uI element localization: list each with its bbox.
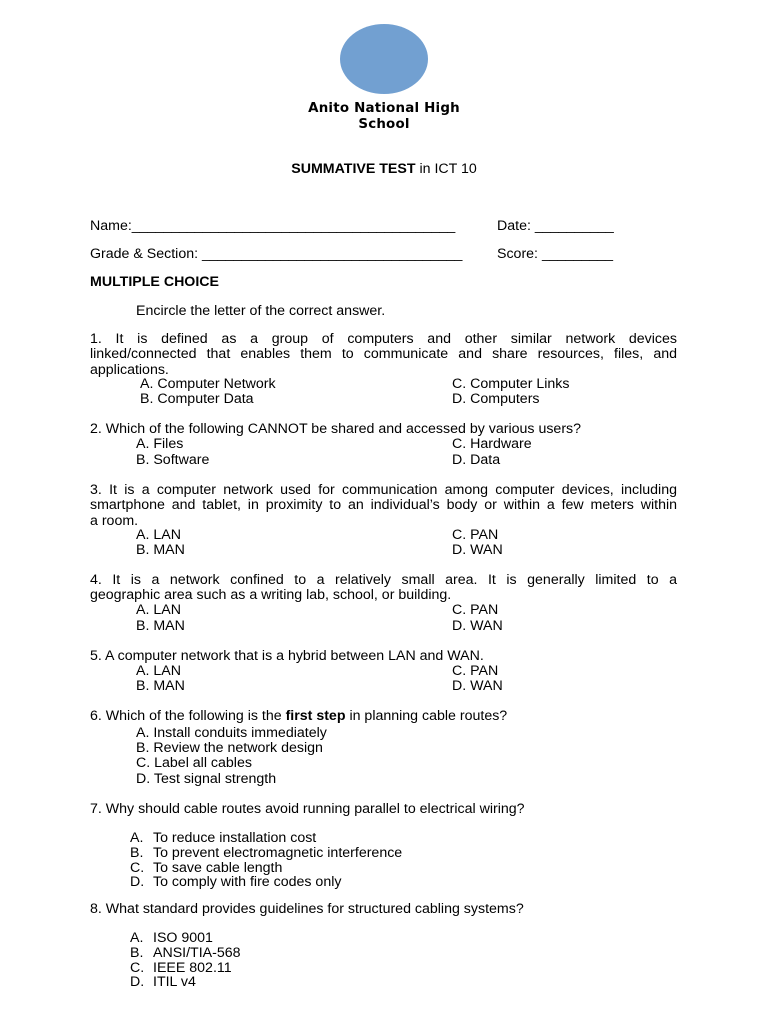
option-letter: B.	[130, 944, 144, 961]
option-d[interactable]: D. WAN	[452, 678, 503, 694]
option-b[interactable]: B. MAN	[136, 618, 185, 634]
question-4	[90, 573, 677, 604]
question-text-line: 8. What standard provides guidelines for structured cabling systems?	[90, 901, 524, 917]
option-letter: C.	[130, 959, 145, 976]
option-letter: C.	[130, 859, 145, 876]
option-a[interactable]: A. Computer Network	[140, 376, 276, 392]
question-3	[90, 483, 677, 529]
option-letter: B.	[130, 844, 144, 861]
score-field: Score: _________	[497, 246, 613, 262]
question-text-line: 2. Which of the following CANNOT be shared and accessed by various users?	[90, 421, 582, 437]
school-logo	[340, 24, 428, 94]
option-b[interactable]: B. MAN	[136, 678, 185, 694]
question-text-line: geographic area such as a writing lab, school, or building.	[90, 587, 452, 604]
option-b[interactable]: B. Software	[136, 452, 210, 468]
option-d[interactable]: D. Computers	[452, 391, 540, 407]
question-text-line: a room.	[90, 512, 139, 529]
question-text-suffix: in planning cable routes?	[345, 708, 508, 724]
question-text-prefix: 6. Which of the following is the	[90, 708, 286, 724]
option-d[interactable]	[130, 875, 402, 890]
school-name: Anito National High School	[308, 101, 460, 132]
option-c[interactable]	[130, 861, 402, 876]
option-b[interactable]	[130, 846, 402, 861]
option-b[interactable]: B. Review the network design	[136, 740, 323, 756]
option-a[interactable]: A. Install conduits immediately	[136, 725, 327, 741]
option-letter: D.	[130, 974, 145, 991]
option-c[interactable]: C. Label all cables	[136, 755, 252, 771]
option-letter: A.	[130, 830, 144, 846]
question-text-line: 3. It is a computer network used for communication among computer devices, including	[90, 482, 677, 498]
question-1	[90, 332, 677, 378]
question-text-line: 7. Why should cable routes avoid running parallel to electrical wiring?	[90, 801, 525, 817]
option-c[interactable]: C. PAN	[452, 602, 499, 618]
option-c[interactable]: C. PAN	[452, 527, 499, 543]
option-a[interactable]: A. LAN	[136, 602, 181, 618]
question-text-line: linked/connected that enables them to communicate and share resources, files, and	[90, 346, 677, 363]
option-text: To reduce installation cost	[153, 830, 317, 846]
option-letter: D.	[130, 874, 145, 891]
name-field: Name:_________________________________________	[90, 218, 456, 234]
option-d[interactable]	[130, 975, 241, 990]
option-b[interactable]: B. Computer Data	[140, 391, 254, 407]
option-d[interactable]: D. Test signal strength	[136, 771, 277, 787]
option-b[interactable]	[130, 946, 241, 961]
question-text-line: applications.	[90, 361, 169, 378]
option-text: To comply with fire codes only	[153, 874, 342, 891]
section-title: MULTIPLE CHOICE	[90, 274, 219, 290]
option-list	[130, 831, 402, 890]
option-a[interactable]	[130, 831, 402, 846]
test-title	[0, 162, 768, 177]
option-text: ISO 9001	[153, 930, 213, 946]
question-8	[90, 902, 677, 917]
option-a[interactable]: A. Files	[136, 436, 184, 452]
option-a[interactable]: A. LAN	[136, 663, 181, 679]
option-c[interactable]: C. Computer Links	[452, 376, 570, 392]
option-list	[130, 931, 241, 990]
question-text-emphasis: first step	[285, 708, 346, 724]
option-c[interactable]: C. Hardware	[452, 436, 532, 452]
option-text: To prevent electromagnetic interference	[153, 844, 403, 861]
option-text: ITIL v4	[153, 974, 196, 991]
grade-section-field: Grade & Section: _________________________________	[90, 246, 463, 262]
question-text-line: 1. It is defined as a group of computers and other similar network devices	[90, 331, 677, 347]
option-text: IEEE 802.11	[153, 959, 232, 976]
option-a[interactable]	[130, 931, 241, 946]
test-title-bold: SUMMATIVE TEST	[291, 161, 416, 177]
instruction: Encircle the letter of the correct answer.	[136, 303, 386, 319]
question-7	[90, 802, 677, 817]
option-a[interactable]: A. LAN	[136, 527, 181, 543]
option-b[interactable]: B. MAN	[136, 542, 185, 558]
option-d[interactable]: D. WAN	[452, 542, 503, 558]
question-text-line: smartphone and tablet, in proximity to an individual’s body or within a few meters within	[90, 497, 677, 514]
question-6	[90, 709, 677, 724]
option-d[interactable]: D. Data	[452, 452, 501, 468]
test-title-subject: in ICT 10	[415, 161, 477, 177]
question-text-line	[90, 709, 677, 724]
option-text: To save cable length	[153, 859, 283, 876]
option-c[interactable]	[130, 961, 241, 976]
option-d[interactable]: D. WAN	[452, 618, 503, 634]
question-text-line: 5. A computer network that is a hybrid between LAN and WAN.	[90, 648, 484, 664]
question-text-line: 4. It is a network confined to a relatively small area. It is generally limited to a	[90, 572, 677, 588]
option-letter: A.	[130, 930, 144, 946]
option-text: ANSI/TIA-568	[153, 944, 241, 961]
date-field: Date: __________	[497, 218, 614, 234]
option-c[interactable]: C. PAN	[452, 663, 499, 679]
